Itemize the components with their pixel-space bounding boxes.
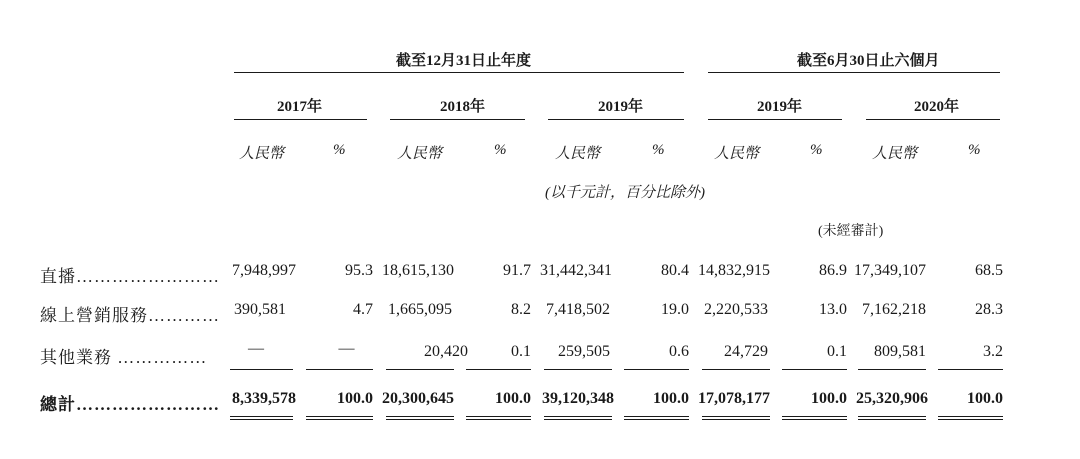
cell-online-2019b-rmb: 2,220,533 bbox=[704, 301, 768, 318]
subtotal-rule bbox=[230, 369, 293, 370]
total-double-rule bbox=[544, 416, 612, 420]
cell-total-2017-rmb: 8,339,578 bbox=[232, 390, 296, 407]
cell-total-2018-rmb: 20,300,645 bbox=[382, 390, 454, 407]
cell-live-2019b-rmb: 14,832,915 bbox=[698, 262, 770, 279]
unit-rmb-1: 人民幣 bbox=[239, 146, 285, 162]
year-rule-2019b bbox=[708, 119, 842, 120]
note-unaudited: (未經審計) bbox=[818, 224, 884, 239]
unit-rmb-5: 人民幣 bbox=[872, 146, 918, 162]
unit-rmb-4: 人民幣 bbox=[714, 146, 760, 162]
cell-others-2019b-pct: 0.1 bbox=[827, 343, 847, 360]
total-double-rule bbox=[624, 416, 689, 420]
year-header-2020: 2020年 bbox=[914, 99, 960, 115]
row-label-online-marketing: 線上營銷服務………… bbox=[40, 306, 220, 325]
cell-others-2020-rmb: 809,581 bbox=[874, 343, 926, 360]
cell-online-2018-pct: 8.2 bbox=[511, 301, 531, 318]
subtotal-rule bbox=[782, 369, 847, 370]
cell-total-2018-pct: 100.0 bbox=[495, 390, 531, 407]
cell-total-2019a-rmb: 39,120,348 bbox=[542, 390, 614, 407]
cell-others-2017-rmb: — bbox=[248, 340, 264, 357]
cell-live-2020-rmb: 17,349,107 bbox=[854, 262, 926, 279]
cell-live-2017-pct: 95.3 bbox=[345, 262, 373, 279]
year-header-2017: 2017年 bbox=[277, 99, 323, 115]
total-double-rule bbox=[386, 416, 454, 420]
cell-online-2020-pct: 28.3 bbox=[975, 301, 1003, 318]
unit-pct-1: % bbox=[333, 142, 346, 158]
subtotal-rule bbox=[544, 369, 612, 370]
cell-others-2018-pct: 0.1 bbox=[511, 343, 531, 360]
cell-online-2019a-pct: 19.0 bbox=[661, 301, 689, 318]
cell-online-2019b-pct: 13.0 bbox=[819, 301, 847, 318]
unit-rmb-2: 人民幣 bbox=[397, 146, 443, 162]
cell-total-2019b-pct: 100.0 bbox=[811, 390, 847, 407]
cell-online-2017-rmb: 390,581 bbox=[234, 301, 286, 318]
total-double-rule bbox=[782, 416, 847, 420]
cell-live-2020-pct: 68.5 bbox=[975, 262, 1003, 279]
cell-live-2019a-pct: 80.4 bbox=[661, 262, 689, 279]
subtotal-rule bbox=[624, 369, 689, 370]
year-rule-2019a bbox=[548, 119, 684, 120]
row-label-live-streaming: 直播…………………… bbox=[40, 267, 220, 286]
total-double-rule bbox=[858, 416, 926, 420]
cell-others-2020-pct: 3.2 bbox=[983, 343, 1003, 360]
total-double-rule bbox=[306, 416, 373, 420]
cell-online-2017-pct: 4.7 bbox=[353, 301, 373, 318]
cell-online-2018-rmb: 1,665,095 bbox=[388, 301, 452, 318]
total-double-rule bbox=[938, 416, 1003, 420]
cell-live-2019b-pct: 86.9 bbox=[819, 262, 847, 279]
subtotal-rule bbox=[306, 369, 373, 370]
row-label-others: 其他業務 …………… bbox=[40, 348, 208, 367]
cell-others-2019a-pct: 0.6 bbox=[669, 343, 689, 360]
subtotal-rule bbox=[386, 369, 454, 370]
cell-live-2019a-rmb: 31,442,341 bbox=[540, 262, 612, 279]
cell-live-2017-rmb: 7,948,997 bbox=[232, 262, 296, 279]
total-double-rule bbox=[230, 416, 293, 420]
row-label-total: 總計…………………… bbox=[40, 395, 220, 414]
cell-others-2018-rmb: 20,420 bbox=[424, 343, 468, 360]
year-header-2018: 2018年 bbox=[440, 99, 486, 115]
year-header-2019b: 2019年 bbox=[757, 99, 803, 115]
subtotal-rule bbox=[702, 369, 770, 370]
year-header-2019a: 2019年 bbox=[598, 99, 644, 115]
cell-online-2020-rmb: 7,162,218 bbox=[862, 301, 926, 318]
total-double-rule bbox=[702, 416, 770, 420]
cell-total-2020-pct: 100.0 bbox=[967, 390, 1003, 407]
subtotal-rule bbox=[858, 369, 926, 370]
subtotal-rule bbox=[466, 369, 531, 370]
cell-live-2018-pct: 91.7 bbox=[503, 262, 531, 279]
unit-rmb-3: 人民幣 bbox=[555, 146, 601, 162]
cell-total-2019a-pct: 100.0 bbox=[653, 390, 689, 407]
unit-pct-5: % bbox=[968, 142, 981, 158]
cell-others-2019a-rmb: 259,505 bbox=[558, 343, 610, 360]
group-header-six-months: 截至6月30日止六個月 bbox=[797, 53, 940, 69]
cell-live-2018-rmb: 18,615,130 bbox=[382, 262, 454, 279]
cell-others-2019b-rmb: 24,729 bbox=[724, 343, 768, 360]
cell-total-2017-pct: 100.0 bbox=[337, 390, 373, 407]
year-rule-2020 bbox=[866, 119, 1000, 120]
unit-pct-2: % bbox=[494, 142, 507, 158]
unit-pct-4: % bbox=[810, 142, 823, 158]
cell-others-2017-pct: — bbox=[338, 340, 355, 357]
note-thousands: (以千元計，百分比除外) bbox=[545, 185, 705, 201]
group-header-rule-1 bbox=[234, 72, 684, 73]
year-rule-2017 bbox=[234, 119, 367, 120]
subtotal-rule bbox=[938, 369, 1003, 370]
cell-online-2019a-rmb: 7,418,502 bbox=[546, 301, 610, 318]
cell-total-2019b-rmb: 17,078,177 bbox=[698, 390, 770, 407]
group-header-year-ended: 截至12月31日止年度 bbox=[396, 53, 532, 69]
unit-pct-3: % bbox=[652, 142, 665, 158]
cell-total-2020-rmb: 25,320,906 bbox=[856, 390, 928, 407]
group-header-rule-2 bbox=[708, 72, 1000, 73]
total-double-rule bbox=[466, 416, 531, 420]
year-rule-2018 bbox=[390, 119, 525, 120]
